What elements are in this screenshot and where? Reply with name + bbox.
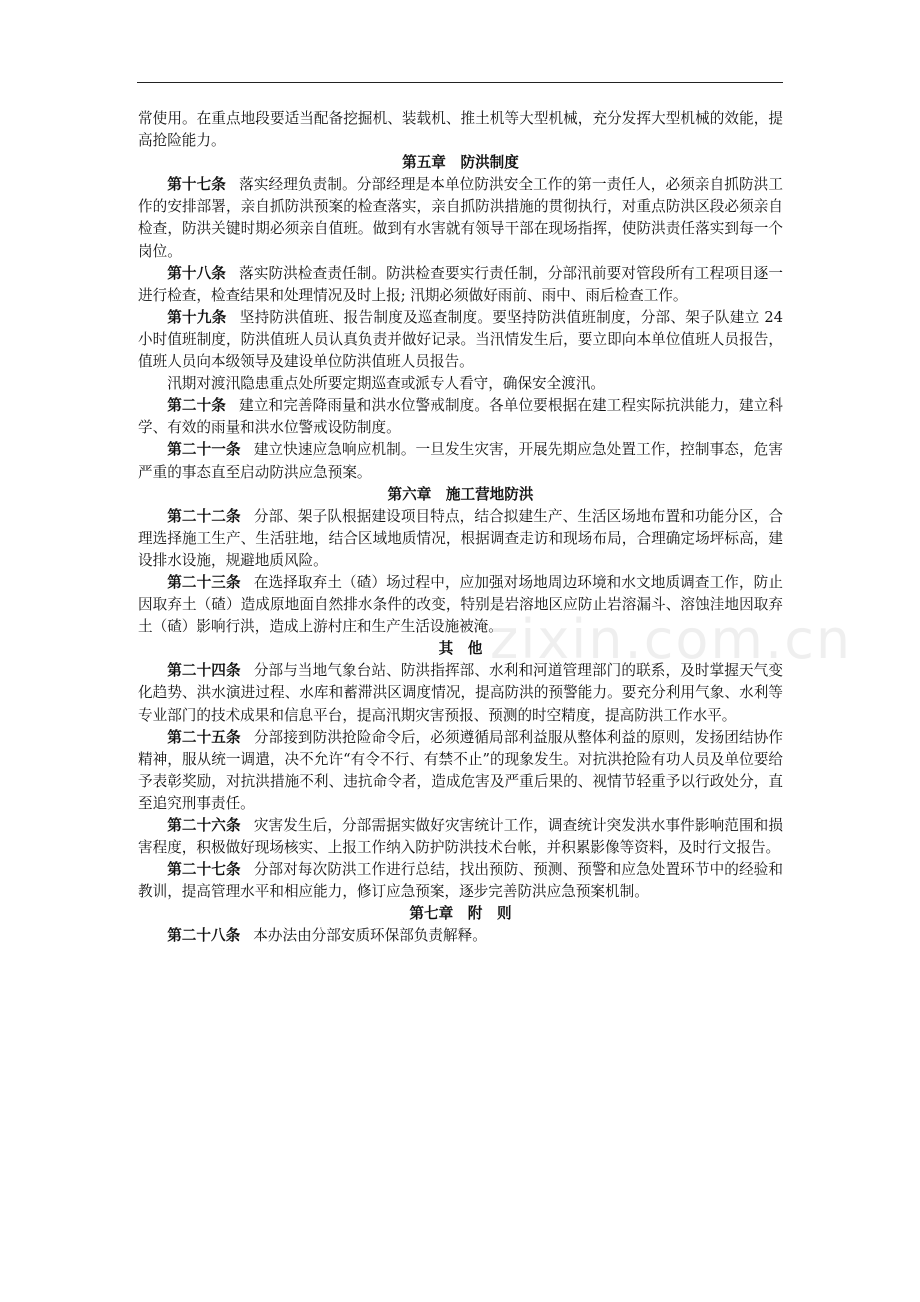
article-label: 第二十七条: [167, 861, 241, 879]
chapter-heading-7: 第七章 附 则: [409, 905, 512, 923]
article-17: [138, 174, 783, 262]
chapter-heading-5: 第五章 防洪制度: [402, 154, 519, 172]
article-label: 第二十二条: [167, 507, 241, 525]
paragraph-flood-patrol: 汛期对渡汛隐患重点处所要定期巡查或派专人看守，确保安全渡汛。: [167, 375, 606, 393]
article-text: 建立快速应急响应机制。一旦发生灾害，开展先期应急处置工作，控制事态，危害严重的事态直至启动防洪应急预案。: [138, 441, 783, 481]
article-text: 坚持防洪值班、报告制度及巡查制度。要坚持防洪值班制度，分部、架子队建立 24 小时值班制度，防洪值班人员认真负责并做好记录。当汛情发生后，要立即向本单位值班人员报告，值班人员向本级领导及建设单位防洪值班人员报告。: [138, 308, 783, 371]
chapter-heading-6: 第六章 施工营地防洪: [387, 485, 534, 503]
article-27: [138, 859, 783, 903]
article-label: 第二十一条: [167, 441, 241, 459]
article-24: [138, 660, 783, 726]
watermark-logo: zixin.com.cn: [490, 608, 853, 671]
article-text: 在选择取弃土（碴）场过程中，应加强对场地周边环境和水文地质调查工作，防止因取弃土（碴）造成原地面自然排水条件的改变，特别是岩溶地区应防止岩溶漏斗、溶蚀洼地因取弃土（碴）影响行洪，造成上游村庄和生产生活设施被淹。: [138, 573, 783, 636]
article-label: 第二十三条: [167, 573, 241, 591]
article-text: 分部、架子队根据建设项目特点，结合拟建生产、生活区场地布置和功能分区，合理选择施工生产、生活驻地，结合区域地质情况，根据调查走访和现场布局，合理确定场坪标高，建设排水设施，规避地质风险。: [138, 507, 783, 569]
article-label: 第二十五条: [167, 728, 241, 746]
article-label: 第十九条: [167, 308, 227, 326]
article-text: 建立和完善降雨量和洪水位警戒制度。各单位要根据在建工程实际抗洪能力，建立科学、有效的雨量和洪水位警戒设防制度。: [138, 397, 783, 437]
paragraph-continued: 常使用。在重点地段要适当配备挖掘机、装载机、推土机等大型机械，充分发挥大型机械的效能，提高抢险能力。: [138, 110, 783, 150]
document-body: [138, 108, 783, 948]
article-text: 灾害发生后，分部需据实做好灾害统计工作，调查统计突发洪水事件影响范围和损害程度，积极做好现场核实、上报工作纳入防护防洪技术台帐，并积累影像等资料，及时行文报告。: [138, 817, 783, 857]
header-rule: [137, 82, 783, 83]
article-18: [138, 263, 783, 307]
article-label: 第二十四条: [167, 662, 241, 680]
article-28: [138, 925, 783, 947]
article-text: 分部对每次防洪工作进行总结，找出预防、预测、预警和应急处置环节中的经验和教训，提高管理水平和相应能力，修订应急预案，逐步完善防洪应急预案机制。: [138, 861, 783, 901]
article-19: [138, 307, 783, 373]
article-label: 第二十条: [167, 397, 226, 415]
article-20: [138, 395, 783, 439]
article-text: 落实防洪检查责任制。防洪检查要实行责任制，分部汛前要对管段所有工程项目逐一进行检查，检查结果和处理情况及时上报; 汛期必须做好雨前、雨中、雨后检查工作。: [138, 264, 783, 304]
article-label: 第二十八条: [167, 927, 241, 945]
article-26: [138, 815, 783, 859]
article-22: [138, 506, 783, 572]
article-label: 第十八条: [167, 264, 226, 282]
article-text: 本办法由分部安质环保部负责解释。: [253, 927, 487, 945]
article-label: 第二十六条: [167, 817, 241, 834]
article-text: 落实经理负责制。分部经理是本单位防洪安全工作的第一责任人，必须亲自抓防洪工作的安排部署，亲自抓防洪预案的检查落实，亲自抓防洪措施的贯彻执行，对重点防洪区段必须亲自检查，防洪关键时期必须亲自值班。做到有水害就有领导干部在现场指挥，使防洪责任落实到每一个岗位。: [138, 176, 783, 260]
article-25: [138, 727, 783, 815]
article-23: [138, 572, 783, 638]
article-text: 分部与当地气象台站、防洪指挥部、水利和河道管理部门的联系，及时掌握天气变化趋势、洪水演进过程、水库和蓄滞洪区调度情况，提高防洪的预警能力。要充分利用气象、水利等专业部门的技术成果和信息平台，提高汛期灾害预报、预测的时空精度，提高防洪工作水平。: [138, 662, 783, 724]
article-21: [138, 439, 783, 483]
article-text: 分部接到防洪抢险命令后，必须遵循局部利益服从整体利益的原则，发扬团结协作精神，服从统一调遣，决不允许“有令不行、有禁不止”的现象发生。对抗洪抢险有功人员及单位要给予表彰奖励，对抗洪措施不利、违抗命令者，造成危害及严重后果的、视情节轻重予以行政处分，直至追究刑事责任。: [138, 728, 783, 812]
section-heading-other: 其 他: [438, 640, 483, 658]
article-label: 第十七条: [167, 176, 226, 194]
